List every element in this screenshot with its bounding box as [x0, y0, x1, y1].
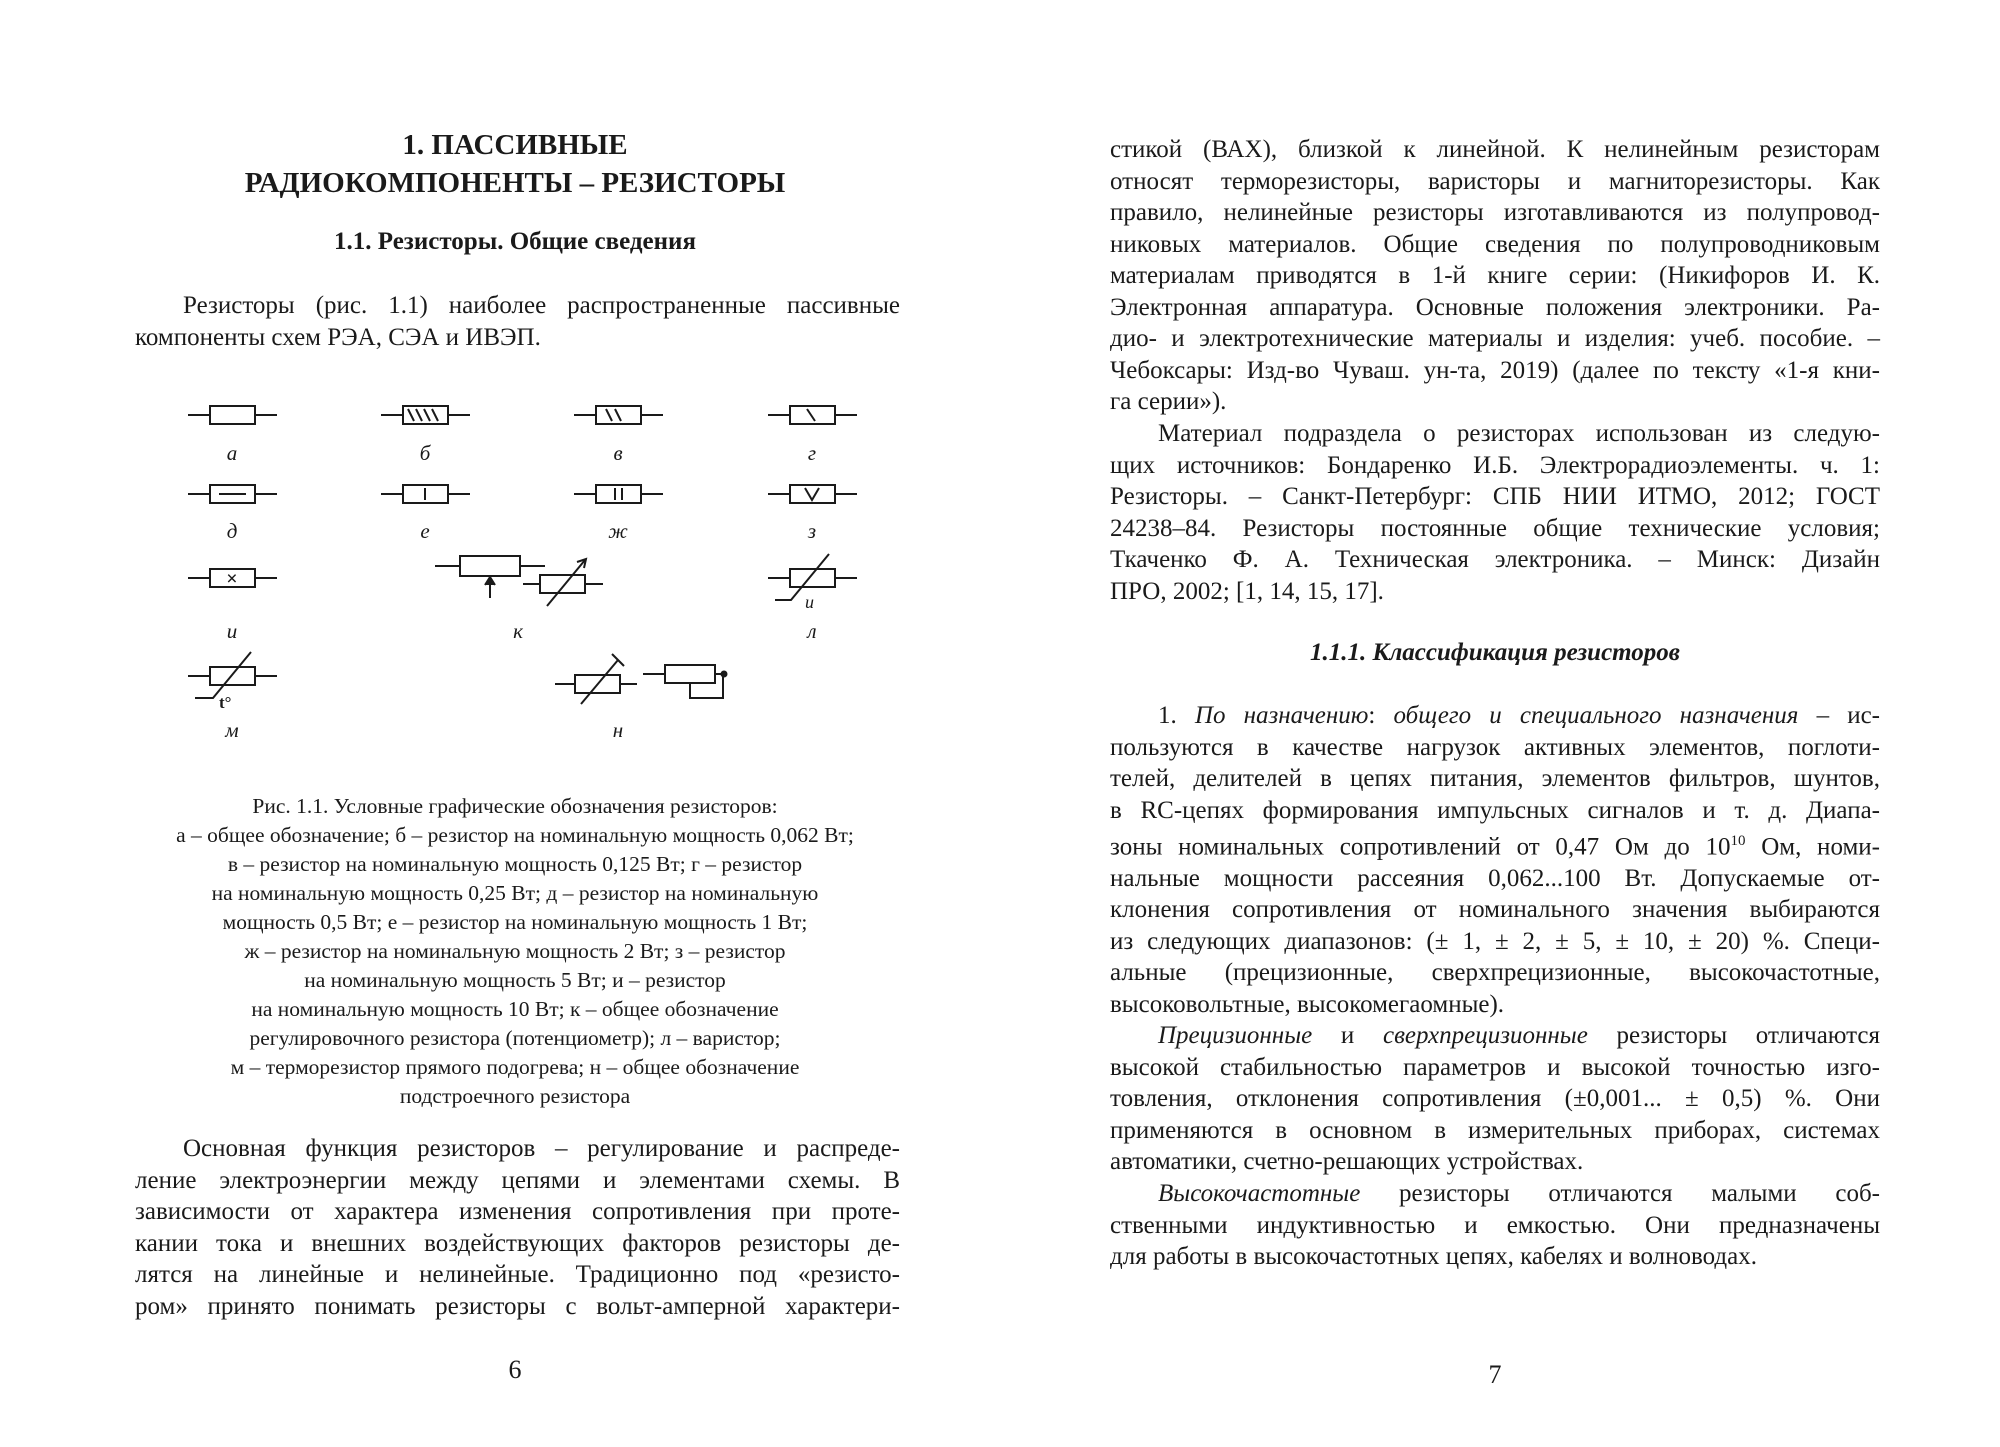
- text-line: из следующих диапазонов: (± 1, ± 2, ± 5, ± 10, ± 20) %. Специ-: [1110, 927, 1880, 955]
- text-line: Ткаченко Ф. А. Техническая электроника. – Минск: Дизайн: [1110, 546, 1880, 573]
- text-line: щих источников: Бондаренко И.Б. Электрорадиоэлементы. ч. 1:: [1110, 451, 1880, 479]
- text-line: ПРО, 2002; [1, 14, 15, 17].: [1110, 577, 1384, 605]
- fig-label-b: б: [419, 441, 431, 465]
- text-line: ственными индуктивностью и емкостью. Они предназначены: [1110, 1211, 1880, 1239]
- potentiometer-symbol: [435, 556, 545, 598]
- text-line: Резисторы (рис. 1.1) наиболее распространенные пассивные: [183, 292, 900, 319]
- temperature-mark: t°: [219, 693, 232, 712]
- varistor-symbol: [768, 554, 857, 612]
- figure-caption: [130, 792, 900, 1111]
- section-heading: 1.1. Резисторы. Общие сведения: [334, 228, 696, 255]
- text-run: резисторы отличаются малыми соб-: [1360, 1180, 1880, 1207]
- resistor-symbol-v: [574, 406, 663, 424]
- text-line: ление электроэнергии между цепями и элементами схемы. В: [135, 1166, 900, 1194]
- caption-line: м – терморезистор прямого подогрева; н – общее обозначение: [230, 1055, 800, 1079]
- fig-label-a: а: [226, 441, 238, 465]
- caption-line: на номинальную мощность 5 Вт; и – резистор: [304, 968, 726, 992]
- text-run: – ис-: [1798, 702, 1881, 729]
- caption-line: в – резистор на номинальную мощность 0,125 Вт; г – резистор: [227, 852, 803, 876]
- heading-line: РАДИОКОМПОНЕНТЫ – РЕЗИСТОРЫ: [244, 167, 786, 199]
- caption-line: регулировочного резистора (потенциометр); л – варистор;: [249, 1026, 781, 1050]
- text-line: компоненты схем РЭА, СЭА и ИВЭП.: [135, 323, 541, 351]
- resistor-symbol-z: [768, 485, 857, 503]
- text-line: в RC-цепях формирования импульсных сигналов и т. д. Диапа-: [1110, 796, 1880, 824]
- right-page: [1000, 0, 2000, 1447]
- resistor-symbol-g: [768, 406, 857, 424]
- high-frequency-paragraph: [1110, 1178, 1880, 1273]
- fig-label-i: и: [226, 619, 238, 643]
- item-number: 1.: [1158, 702, 1177, 729]
- text-line: нальные мощности рассеяния 0,062...100 Вт. Допускаемые от-: [1110, 864, 1880, 892]
- resistor-symbols-figure: [175, 388, 895, 748]
- text-line: Материал подраздела о резисторах использован из следую-: [1158, 420, 1880, 447]
- resistor-symbol-zh: [574, 485, 663, 503]
- cross-mark: ×: [226, 568, 238, 590]
- caption-line: на номинальную мощность 10 Вт; к – общее обозначение: [251, 997, 779, 1021]
- text-line: дио- и электротехнические материалы и изделия: учеб. пособие. –: [1110, 325, 1880, 352]
- text-line: га серии»).: [1110, 388, 1227, 415]
- intro-paragraph: [135, 290, 900, 353]
- text-line: материалам приводятся в 1-й книге серии: (Никифоров И. К.: [1110, 262, 1880, 289]
- text-line: высокой стабильностью параметров и высокой точностью изго-: [1110, 1053, 1880, 1081]
- text-line: правило, нелинейные резисторы изготавливаются из полупровод-: [1110, 199, 1880, 226]
- precision-paragraph: [1110, 1020, 1880, 1178]
- text-run: Ом, номи-: [1745, 833, 1880, 861]
- term: сверхпрецизионные: [1382, 1022, 1588, 1049]
- text-line: телей, делителей в цепях питания, элементов фильтров, шунтов,: [1110, 765, 1880, 792]
- term: общего и специального назначения: [1393, 702, 1799, 729]
- punct: :: [1368, 702, 1376, 729]
- body-paragraph: [135, 1133, 900, 1322]
- text-line: альные (прецизионные, сверхпрецизионные, высокочастотные,: [1110, 959, 1880, 987]
- fig-label-v: в: [613, 441, 623, 465]
- caption-line: а – общее обозначение; б – резистор на номинальную мощность 0,062 Вт;: [176, 823, 854, 847]
- fig-label-z: з: [807, 519, 817, 543]
- caption-line: мощность 0,5 Вт; е – резистор на номинальную мощность 1 Вт;: [222, 910, 808, 934]
- text-line: никовых материалов. Общие сведения по полупроводниковым: [1110, 230, 1880, 258]
- subsection-heading: 1.1.1. Классификация резисторов: [1310, 639, 1680, 666]
- fig-label-m: м: [225, 718, 239, 742]
- page-number: 7: [1488, 1360, 1502, 1389]
- resistor-symbol-d: [188, 485, 277, 503]
- page-number: 6: [508, 1355, 522, 1384]
- fig-label-g: г: [807, 441, 817, 465]
- voltage-mark: u: [805, 592, 814, 612]
- text-line: [1110, 1178, 1880, 1210]
- text-line: относят терморезисторы, варисторы и магниторезисторы. Как: [1110, 167, 1880, 195]
- fig-label-n: н: [612, 718, 624, 742]
- text-line: автоматики, счетно-решающих устройствах.: [1110, 1148, 1584, 1175]
- text-line: зависимости от характера изменения сопротивления при проте-: [135, 1198, 900, 1225]
- text-line: стикой (ВАХ), близкой к линейной. К нелинейным резисторам: [1110, 136, 1880, 163]
- text-line: для работы в высокочастотных цепях, кабелях и волноводах.: [1110, 1243, 1757, 1270]
- classification-paragraph: [1110, 700, 1880, 1020]
- continuation-paragraph: [1110, 134, 1880, 418]
- caption-line: Рис. 1.1. Условные графические обозначения резисторов:: [252, 794, 778, 818]
- sources-paragraph: [1110, 418, 1880, 607]
- fig-label-d: д: [226, 519, 238, 543]
- text-line: пользуются в качестве нагрузок активных элементов, поглоти-: [1110, 733, 1880, 761]
- chapter-heading: [130, 126, 900, 202]
- trimmer-resistor-symbol-2: [643, 665, 727, 698]
- text-line: 24238–84. Резисторы постоянные общие технические условия;: [1110, 514, 1880, 542]
- heading-line: 1. ПАССИВНЫЕ: [402, 129, 628, 161]
- fig-label-zh: ж: [608, 519, 628, 543]
- caption-line: подстроечного резистора: [399, 1084, 631, 1108]
- caption-line: на номинальную мощность 0,25 Вт; д – резистор на номинальную: [211, 881, 819, 905]
- text-line: клонения сопротивления от номинального значения выбираются: [1110, 896, 1880, 924]
- term: По назначению: [1194, 702, 1369, 729]
- text-line: ром» принято понимать резисторы с вольт-амперной характери-: [135, 1292, 900, 1320]
- fig-label-k: к: [513, 619, 523, 643]
- text-line: [1110, 700, 1880, 732]
- text-run: и: [1312, 1022, 1383, 1049]
- text-line: Резисторы. – Санкт-Петербург: СПБ НИИ ИТМО, 2012; ГОСТ: [1110, 483, 1880, 510]
- text-line: Основная функция резисторов – регулирование и распреде-: [183, 1135, 900, 1162]
- resistor-symbol-e: [381, 485, 470, 503]
- resistor-symbol-a: [188, 406, 277, 424]
- thermistor-symbol: [188, 652, 277, 712]
- exponent: 10: [1730, 833, 1746, 849]
- caption-line: ж – резистор на номинальную мощность 2 Вт; з – резистор: [244, 939, 786, 963]
- text-line: Чебоксары: Изд-во Чуваш. ун-та, 2019) (далее по тексту «1-я кни-: [1110, 356, 1880, 384]
- text-line: [1110, 826, 1880, 863]
- text-run: резисторы отличаются: [1587, 1022, 1880, 1049]
- text-line: [1110, 1020, 1880, 1052]
- text-line: товления, отклонения сопротивления (±0,001... ± 0,5) %. Они: [1110, 1085, 1880, 1112]
- text-line: применяются в основном в измерительных приборах, системах: [1110, 1116, 1880, 1144]
- text-line: высоковольтные, высокомегаомные).: [1110, 990, 1505, 1018]
- text-run: зоны номинальных сопротивлений от 0,47 Ом до 10: [1110, 833, 1731, 861]
- text-line: лятся на линейные и нелинейные. Традиционно под «резисто-: [135, 1261, 900, 1288]
- resistor-symbol-i: [188, 568, 277, 590]
- trimmer-resistor-symbol-1: [555, 654, 637, 704]
- term: Высокочастотные: [1158, 1180, 1361, 1207]
- fig-label-l: л: [807, 619, 817, 643]
- fig-label-e: е: [420, 519, 430, 543]
- term: Прецизионные: [1158, 1022, 1313, 1049]
- text-line: Электронная аппаратура. Основные положения электроники. Ра-: [1110, 293, 1880, 321]
- resistor-symbol-b: [381, 406, 470, 424]
- text-line: кании тока и внешних воздействующих факторов резисторы де-: [135, 1229, 900, 1257]
